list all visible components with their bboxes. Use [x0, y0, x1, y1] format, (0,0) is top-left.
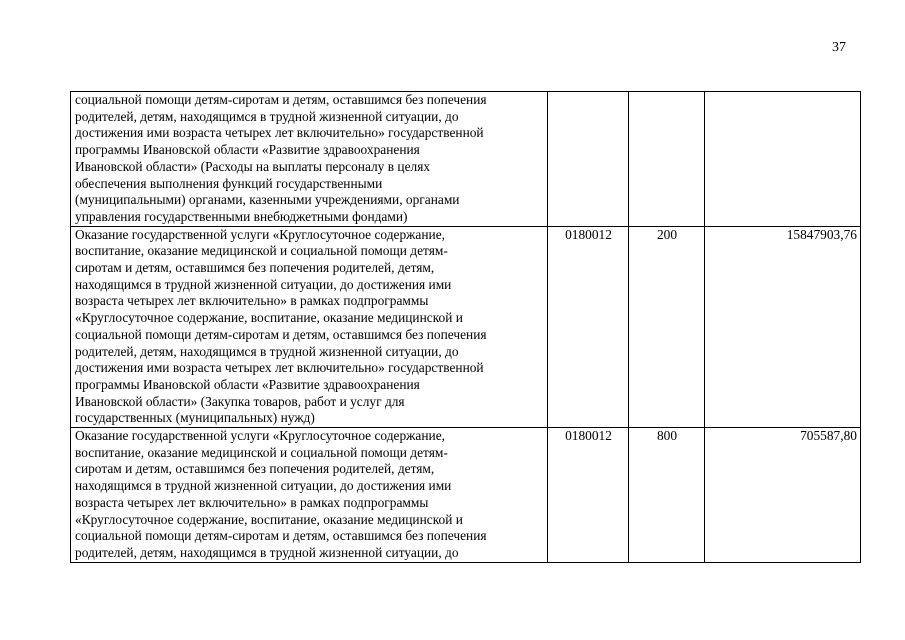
description-line: возраста четырех лет включительно» в рамках подпрограммы [75, 293, 429, 309]
amount-cell: 705587,80 [705, 428, 861, 563]
description-line: воспитание, оказание медицинской и социальной помощи детям- [75, 444, 448, 460]
table-row [71, 428, 861, 563]
description-line: Ивановской области» (Расходы на выплаты персоналу в целях [75, 158, 431, 174]
description-line: находящимся в трудной жизненной ситуации, до достижения ими [75, 276, 452, 292]
description-line: родителей, детям, находящимся в трудной жизненной ситуации, до [75, 108, 459, 124]
description-line: социальной помощи детям-сиротам и детям, оставшимся без попечения [75, 528, 487, 544]
description-line: родителей, детям, находящимся в трудной жизненной ситуации, до [75, 343, 459, 359]
description-line: Оказание государственной услуги «Круглосуточное содержание, [75, 428, 445, 444]
description-line: «Круглосуточное содержание, воспитание, оказание медицинской и [75, 511, 463, 527]
description-line: социальной помощи детям-сиротам и детям, оставшимся без попечения [75, 92, 487, 107]
page-number: 37 [832, 40, 846, 55]
description-line: (муниципальными) органами, казенными учреждениями, органами [75, 192, 460, 208]
description-line: «Круглосуточное содержание, воспитание, оказание медицинской и [75, 310, 463, 326]
target-article-code-cell [548, 92, 629, 227]
description-line: социальной помощи детям-сиротам и детям, оставшимся без попечения [75, 326, 487, 342]
expense-type-cell: 200 [629, 226, 705, 427]
description-line: находящимся в трудной жизненной ситуации, до достижения ими [75, 478, 452, 494]
target-article-code-cell: 0180012 [548, 226, 629, 427]
description-line: сиротам и детям, оставшимся без попечения родителей, детям, [75, 260, 435, 276]
description-line: Ивановской области» (Закупка товаров, работ и услуг для [75, 393, 405, 409]
expense-type-cell: 800 [629, 428, 705, 563]
amount-cell [705, 92, 861, 227]
amount-cell: 15847903,76 [705, 226, 861, 427]
table-row [71, 92, 861, 227]
description-line: достижения ими возраста четырех лет включительно» государственной [75, 125, 484, 141]
target-article-code-cell: 0180012 [548, 428, 629, 563]
budget-table [70, 91, 861, 563]
description-cell [71, 92, 548, 227]
table-row [71, 226, 861, 427]
description-line: родителей, детям, находящимся в трудной жизненной ситуации, до [75, 544, 459, 560]
description-line: государственных (муниципальных) нужд) [75, 410, 315, 426]
description-line: сиротам и детям, оставшимся без попечения родителей, детям, [75, 461, 435, 477]
description-line: обеспечения выполнения функций государственными [75, 175, 383, 191]
expense-type-cell [629, 92, 705, 227]
description-cell [71, 226, 548, 427]
description-line: программы Ивановской области «Развитие здравоохранения [75, 142, 420, 158]
description-line: Оказание государственной услуги «Круглосуточное содержание, [75, 226, 445, 242]
description-line: возраста четырех лет включительно» в рамках подпрограммы [75, 494, 429, 510]
description-line: достижения ими возраста четырех лет включительно» государственной [75, 360, 484, 376]
description-cell [71, 428, 548, 563]
description-line: программы Ивановской области «Развитие здравоохранения [75, 376, 420, 392]
description-line: управления государственными внебюджетными фондами) [75, 208, 408, 224]
description-line: воспитание, оказание медицинской и социальной помощи детям- [75, 243, 448, 259]
